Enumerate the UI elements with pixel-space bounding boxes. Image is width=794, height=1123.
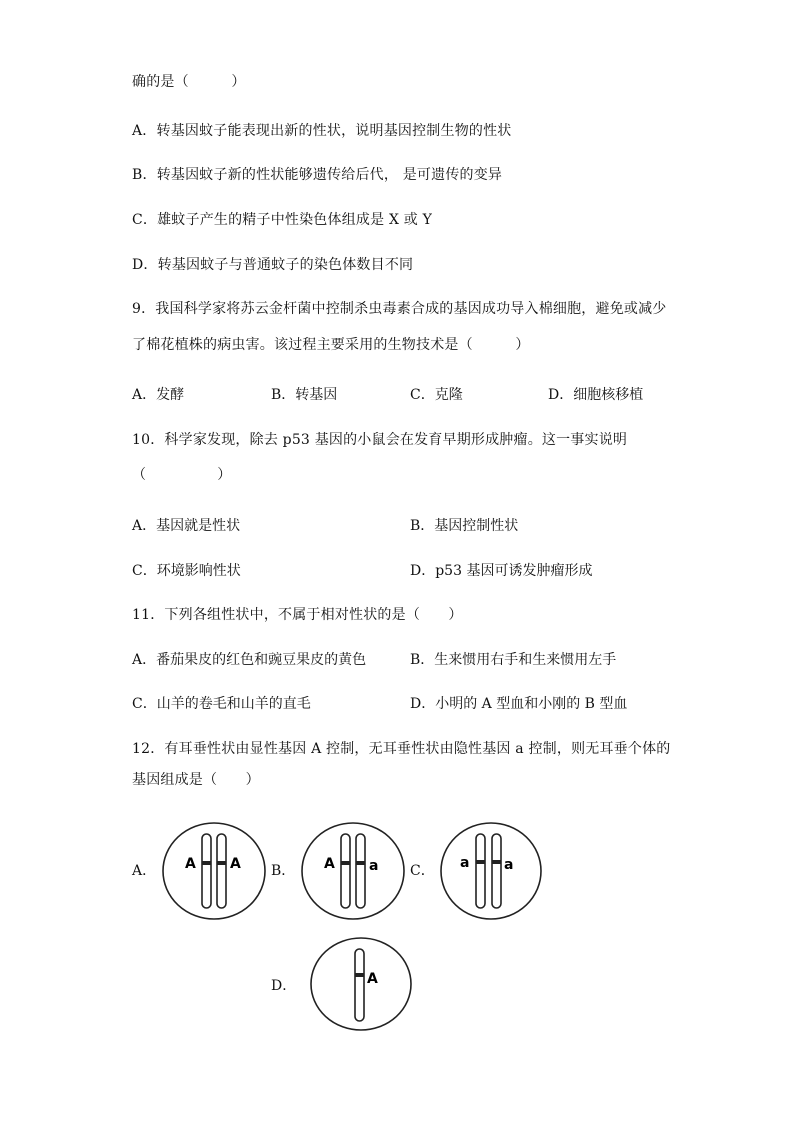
q9-option-a: A．发酵	[132, 387, 185, 403]
chromosome-right	[217, 834, 226, 908]
gene-band-single	[355, 973, 364, 977]
q12-figure-b-label: B．	[271, 863, 296, 879]
cell-membrane	[302, 823, 404, 919]
q10-stem-line1: 10．科学家发现，除去 p53 基因的小鼠会在发育早期形成肿瘤。这一事实说明	[132, 432, 628, 448]
gene-band-left	[202, 861, 211, 865]
gene-band-left	[476, 860, 485, 864]
q12-figure-d-cell	[308, 935, 414, 1033]
q11-stem-line1: 11．下列各组性状中，不属于相对性状的是（ ）	[132, 607, 463, 623]
gene-band-right	[217, 861, 226, 865]
q10-option-b: B．基因控制性状	[410, 518, 519, 534]
gene-letter-right: a	[369, 858, 379, 874]
gene-band-left	[341, 861, 350, 865]
prev-option-b: B．转基因蚊子新的性状能够遗传给后代， 是可遗传的变异	[132, 167, 503, 183]
chromosome-left	[202, 834, 211, 908]
q9-stem-line2: 了棉花植株的病虫害。该过程主要采用的生物技术是（ ）	[132, 337, 530, 353]
q12-figure-a-label: A．	[132, 863, 157, 879]
gene-letter-right: a	[504, 857, 514, 873]
chromosome-left	[476, 834, 485, 908]
q11-option-c: C．山羊的卷毛和山羊的直毛	[132, 696, 311, 712]
gene-letter-left: A	[324, 856, 335, 872]
prev-option-a: A．转基因蚊子能表现出新的性状，说明基因控制生物的性状	[132, 123, 512, 139]
prev-option-c: C．雄蚊子产生的精子中性染色体组成是 X 或 Y	[132, 212, 433, 228]
prev-question-stem-tail: 确的是（ ）	[132, 74, 246, 90]
gene-band-right	[356, 861, 365, 865]
chromosome-right	[356, 834, 365, 908]
q12-figure-a-cell	[160, 820, 268, 922]
q12-figure-c-cell	[438, 820, 544, 922]
chromosome-left	[341, 834, 350, 908]
chromosome-right	[492, 834, 501, 908]
q10-stem-line2: （ ）	[132, 467, 232, 483]
q12-figure-c-label: C．	[410, 863, 435, 879]
gene-band-right	[492, 860, 501, 864]
prev-option-d: D．转基因蚊子与普通蚊子的染色体数目不同	[132, 257, 414, 273]
q9-stem-line1: 9．我国科学家将苏云金杆菌中控制杀虫毒素合成的基因成功导入棉细胞，避免或减少	[132, 301, 667, 317]
gene-letter-left: a	[460, 855, 470, 871]
gene-letter-left: A	[185, 856, 196, 872]
cell-membrane	[441, 823, 541, 919]
q12-figure-d-label: D．	[271, 978, 297, 994]
q10-option-a: A．基因就是性状	[132, 518, 241, 534]
q11-option-a: A．番茄果皮的红色和豌豆果皮的黄色	[132, 652, 367, 668]
cell-membrane	[163, 823, 265, 919]
gene-letter-right: A	[230, 856, 241, 872]
q10-option-d: D．p53 基因可诱发肿瘤形成	[410, 563, 593, 579]
q10-option-c: C．环境影响性状	[132, 563, 241, 579]
chromosome-single	[355, 949, 364, 1021]
q12-stem-line1: 12．有耳垂性状由显性基因 A 控制，无耳垂性状由隐性基因 a 控制，则无耳垂个体的	[132, 741, 671, 757]
q9-option-b: B．转基因	[271, 387, 338, 403]
q11-option-d: D．小明的 A 型血和小刚的 B 型血	[410, 696, 628, 712]
q12-figure-b-cell	[299, 820, 407, 922]
q12-stem-line2: 基因组成是（ ）	[132, 772, 260, 788]
q11-option-b: B．生来惯用右手和生来惯用左手	[410, 652, 617, 668]
q9-option-d: D．细胞核移植	[548, 387, 644, 403]
q9-option-c: C．克隆	[410, 387, 463, 403]
gene-letter-single: A	[367, 971, 378, 987]
